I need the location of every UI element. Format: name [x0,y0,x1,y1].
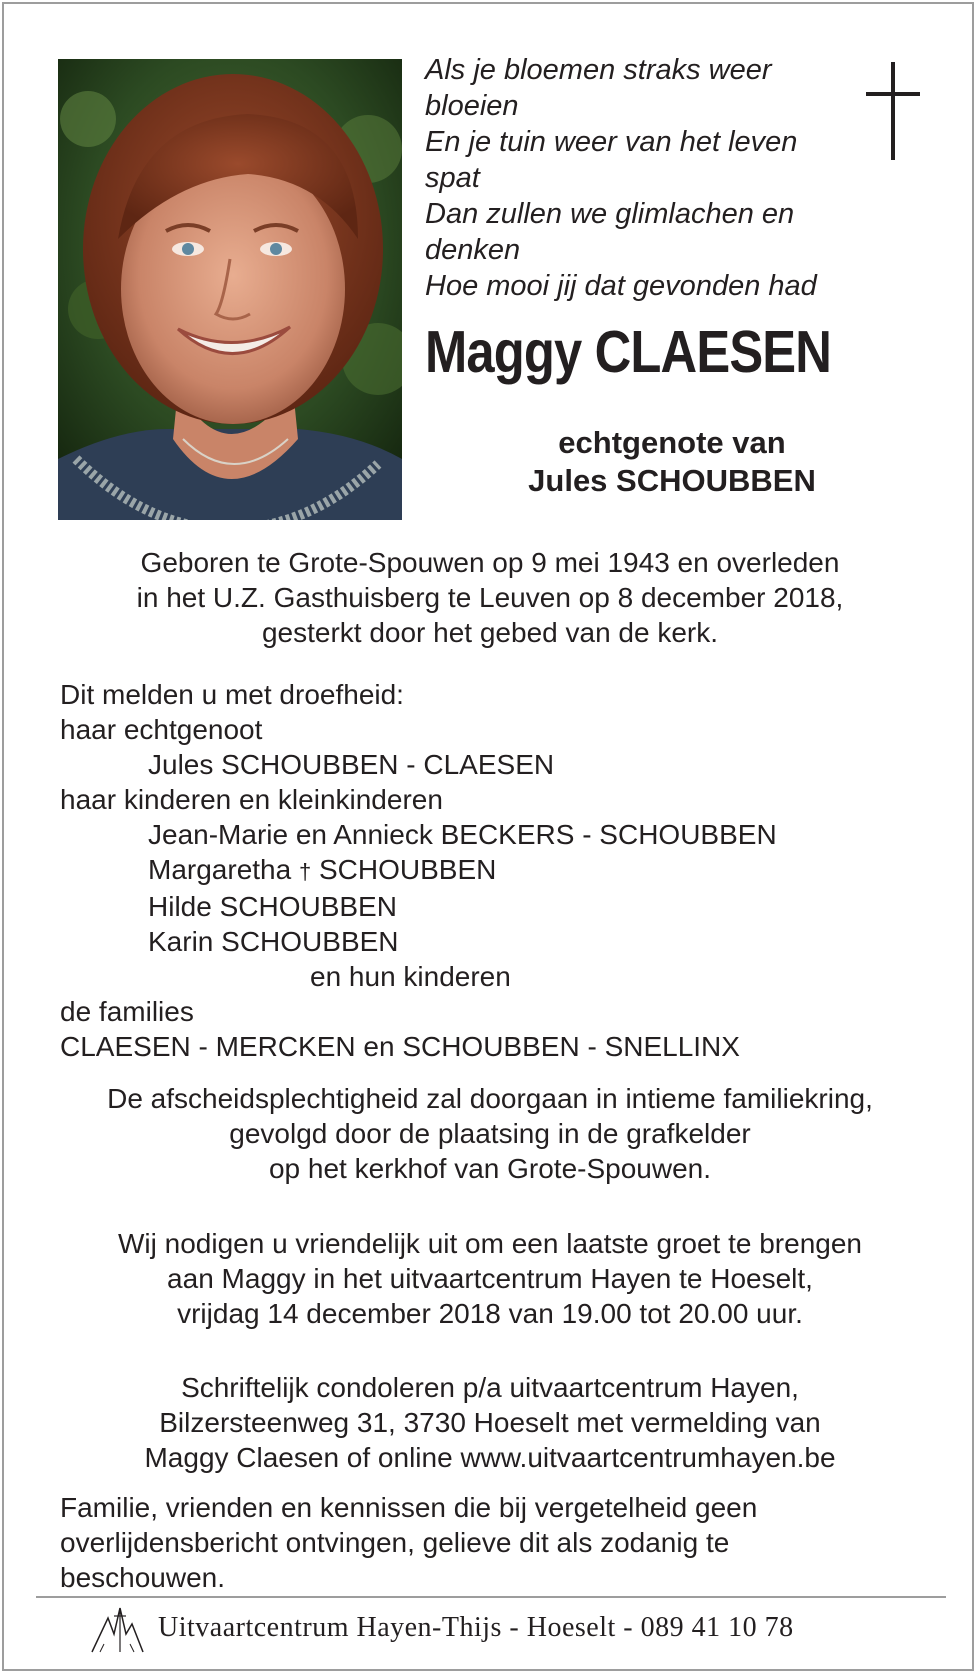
announcement-list [60,677,940,1064]
poem-line: bloeien [425,90,519,122]
text-line: gesterkt door het gebed van de kerk. [261,617,719,648]
child-entry: Jean-Marie en Annieck BECKERS - SCHOUBBEN [148,819,777,850]
poem-line: Hoe mooi jij dat gevonden had [425,270,817,302]
footer [90,1602,910,1662]
invitation-paragraph [40,1226,940,1331]
text-line: De afscheidsplechtigheid zal doorgaan in intieme familiekring, [107,1083,873,1114]
poem-line: Dan zullen we glimlachen en [425,198,795,230]
text-line: op het kerkhof van Grote-Spouwen. [268,1153,712,1184]
family-note-paragraph [60,1490,940,1595]
grandchildren-entry: en hun kinderen [310,961,511,992]
text-line: Wij nodigen u vriendelijk uit om een laatste groet te brengen [118,1228,862,1259]
condolences-paragraph [40,1370,940,1475]
spouse-info [425,424,919,500]
text-line: beschouwen. [60,1562,226,1593]
cross-icon [864,62,924,160]
text-line: gevolgd door de plaatsing in de grafkelder [229,1118,751,1149]
spouse-name: Jules SCHOUBBEN [528,463,816,498]
child-entry: Hilde SCHOUBBEN [148,891,397,922]
child-entry [60,852,940,889]
child-entry: Karin SCHOUBBEN [148,926,399,957]
text-line: Bilzersteenweg 31, 3730 Hoeselt met vermelding van [159,1407,821,1438]
spouse-relation: echtgenote van [558,425,786,460]
birth-death-paragraph [40,545,940,650]
text-line: overlijdensbericht ontvingen, gelieve dit als zodanig te [60,1527,730,1558]
portrait-photo [58,59,402,520]
poem-line: denken [425,234,521,266]
funeral-home-logo-icon [90,1604,145,1654]
child-first-name: Margaretha [148,854,292,885]
text-line: vrijdag 14 december 2018 van 19.00 tot 20.00 uur. [177,1298,803,1329]
text-line: in het U.Z. Gasthuisberg te Leuven op 8 december 2018, [136,582,844,613]
text-line: Familie, vrienden en kennissen die bij vergetelheid geen [60,1492,758,1523]
poem-line: Als je bloemen straks weer [425,54,772,86]
text-line: Schriftelijk condoleren p/a uitvaartcentrum Hayen, [181,1372,799,1403]
poem [425,52,845,304]
text-line: Geboren te Grote-Spouwen op 9 mei 1943 en overleden [140,547,840,578]
text-line: aan Maggy in het uitvaartcentrum Hayen te Hoeselt, [167,1263,813,1294]
footer-contact: Uitvaartcentrum Hayen-Thijs - Hoeselt - 089 41 10 78 [158,1612,794,1643]
spouse-label: haar echtgenoot [60,714,263,745]
deceased-name: Maggy CLAESEN [425,319,832,385]
farewell-paragraph [40,1081,940,1186]
spouse-entry: Jules SCHOUBBEN - CLAESEN [148,749,555,780]
announcement-intro: Dit melden u met droefheid: [60,679,404,710]
deceased-dagger-icon: † [298,859,312,884]
families-entry: CLAESEN - MERCKEN en SCHOUBBEN - SNELLINX [60,1031,740,1062]
children-label: haar kinderen en kleinkinderen [60,784,443,815]
footer-divider [36,1596,946,1598]
families-label: de families [60,996,194,1027]
poem-line: spat [425,162,480,194]
text-line: Maggy Claesen of online www.uitvaartcentrumhayen.be [144,1442,836,1473]
poem-line: En je tuin weer van het leven [425,126,798,158]
child-last-name: SCHOUBBEN [319,854,497,885]
